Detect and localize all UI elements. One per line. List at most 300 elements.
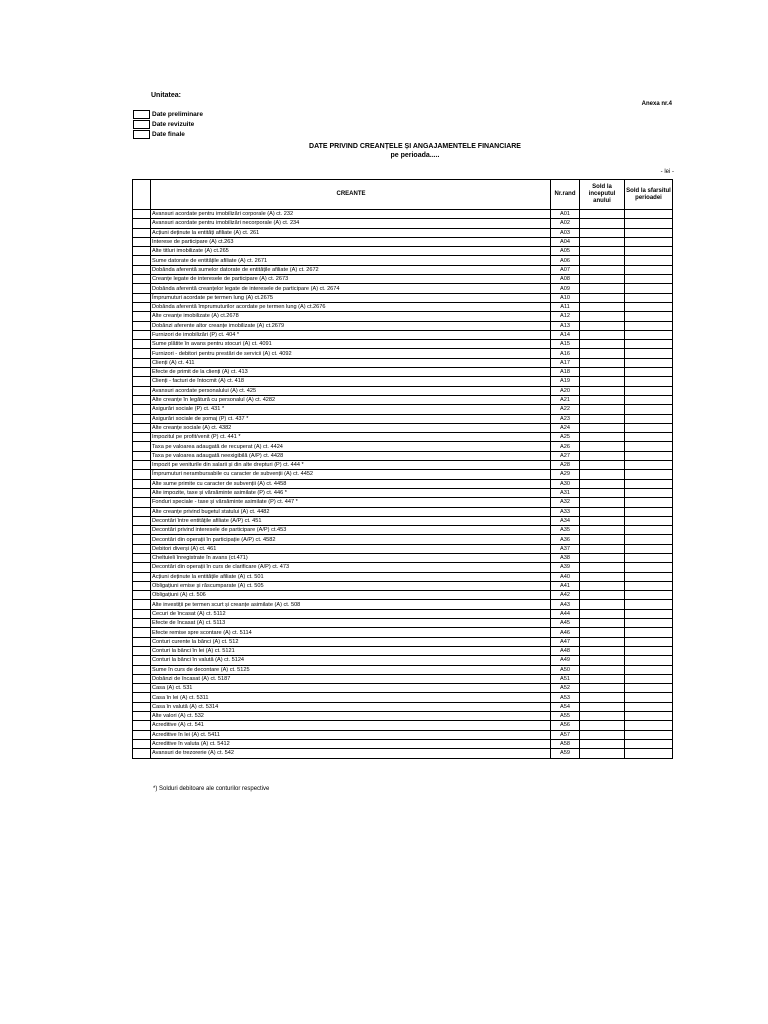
row-name: Acțiuni deținute la entitățile afiliate (A) ct. 501 <box>151 572 551 581</box>
row-name: Furnizori - debitori pentru prestări de servicii (A) ct. 4092 <box>151 349 551 358</box>
header-start-balance: Sold la inceputul anului <box>580 180 625 210</box>
row-start-balance[interactable] <box>580 340 625 349</box>
table-row <box>133 265 673 274</box>
row-start-balance[interactable] <box>580 702 625 711</box>
row-start-balance[interactable] <box>580 256 625 265</box>
table-row <box>133 470 673 479</box>
row-end-balance[interactable] <box>625 293 673 302</box>
row-number: A24 <box>551 423 580 432</box>
row-name: Fonduri speciale - taxe și vărsăminte asimilate (P) ct. 447 * <box>151 498 551 507</box>
row-start-balance[interactable] <box>580 563 625 572</box>
row-name: Alte sume primite cu caracter de subvenții (A) ct. 4458 <box>151 479 551 488</box>
checkbox-preliminary[interactable] <box>133 110 150 119</box>
row-end-balance[interactable] <box>625 600 673 609</box>
row-number: A07 <box>551 265 580 274</box>
row-end-balance[interactable] <box>625 609 673 618</box>
row-start-balance[interactable] <box>580 349 625 358</box>
row-start-balance[interactable] <box>580 516 625 525</box>
table-row <box>133 665 673 674</box>
row-start-balance[interactable] <box>580 312 625 321</box>
row-blank-cell <box>133 730 151 739</box>
row-start-balance[interactable] <box>580 591 625 600</box>
row-start-balance[interactable] <box>580 665 625 674</box>
row-number: A33 <box>551 507 580 516</box>
table-row <box>133 591 673 600</box>
row-blank-cell <box>133 368 151 377</box>
annex-label: Anexa nr.4 <box>641 101 672 107</box>
row-start-balance[interactable] <box>580 265 625 274</box>
table-row <box>133 600 673 609</box>
table-row <box>133 721 673 730</box>
row-start-balance[interactable] <box>580 451 625 460</box>
row-name: Alte creanțe privind bugetul statului (A) ct. 4482 <box>151 507 551 516</box>
row-number: A53 <box>551 693 580 702</box>
row-name: Creanțe legate de interesele de participare (A) ct. 2673 <box>151 275 551 284</box>
row-end-balance[interactable] <box>625 563 673 572</box>
row-number: A48 <box>551 646 580 655</box>
row-start-balance[interactable] <box>580 247 625 256</box>
row-blank-cell <box>133 349 151 358</box>
row-name: Sume în curs de decontare (A) ct. 5125 <box>151 665 551 674</box>
row-end-balance[interactable] <box>625 470 673 479</box>
row-number: A38 <box>551 553 580 562</box>
row-number: A34 <box>551 516 580 525</box>
row-end-balance[interactable] <box>625 749 673 758</box>
document-title <box>180 142 650 160</box>
row-number: A08 <box>551 275 580 284</box>
table-row <box>133 423 673 432</box>
row-start-balance[interactable] <box>580 646 625 655</box>
row-start-balance[interactable] <box>580 749 625 758</box>
row-start-balance[interactable] <box>580 275 625 284</box>
table-row <box>133 516 673 525</box>
row-end-balance[interactable] <box>625 265 673 274</box>
row-blank-cell <box>133 210 151 219</box>
row-blank-cell <box>133 219 151 228</box>
table-row <box>133 247 673 256</box>
header-blank-cell <box>133 180 151 210</box>
row-start-balance[interactable] <box>580 609 625 618</box>
row-blank-cell <box>133 498 151 507</box>
row-blank-cell <box>133 628 151 637</box>
row-end-balance[interactable] <box>625 526 673 535</box>
table-row <box>133 377 673 386</box>
row-blank-cell <box>133 535 151 544</box>
row-end-balance[interactable] <box>625 553 673 562</box>
row-name: Dobânda aferentă împrumuturilor acordate pe termen lung (A) ct.2676 <box>151 302 551 311</box>
row-name: Acreditive în lei (A) ct. 5411 <box>151 730 551 739</box>
row-end-balance[interactable] <box>625 572 673 581</box>
row-start-balance[interactable] <box>580 284 625 293</box>
row-blank-cell <box>133 461 151 470</box>
row-start-balance[interactable] <box>580 210 625 219</box>
row-blank-cell <box>133 312 151 321</box>
row-end-balance[interactable] <box>625 516 673 525</box>
row-name: Asigurări sociale (P) ct. 431 * <box>151 405 551 414</box>
row-number: A18 <box>551 368 580 377</box>
row-start-balance[interactable] <box>580 637 625 646</box>
row-end-balance[interactable] <box>625 386 673 395</box>
row-name: Sume datorate de entitățile afiliate (A) ct. 2671 <box>151 256 551 265</box>
row-end-balance[interactable] <box>625 591 673 600</box>
row-end-balance[interactable] <box>625 739 673 748</box>
row-blank-cell <box>133 423 151 432</box>
row-end-balance[interactable] <box>625 228 673 237</box>
row-blank-cell <box>133 302 151 311</box>
row-name: Casa (A) ct. 531 <box>151 684 551 693</box>
header-creante: CREANTE <box>151 180 551 210</box>
checkbox-preliminary-label: Date preliminare <box>152 110 203 118</box>
row-start-balance[interactable] <box>580 358 625 367</box>
row-end-balance[interactable] <box>625 619 673 628</box>
row-name: Cheltuieli înregistrate în avans (ct.471) <box>151 553 551 562</box>
row-start-balance[interactable] <box>580 219 625 228</box>
row-end-balance[interactable] <box>625 535 673 544</box>
row-start-balance[interactable] <box>580 674 625 683</box>
table-row <box>133 581 673 590</box>
row-start-balance[interactable] <box>580 414 625 423</box>
row-start-balance[interactable] <box>580 553 625 562</box>
checkbox-preliminary-row <box>133 109 203 119</box>
row-blank-cell <box>133 721 151 730</box>
row-number: A41 <box>551 581 580 590</box>
row-end-balance[interactable] <box>625 330 673 339</box>
row-number: A31 <box>551 488 580 497</box>
row-end-balance[interactable] <box>625 693 673 702</box>
row-number: A19 <box>551 377 580 386</box>
row-name: Alte creanțe imobilizate (A) ct.2678 <box>151 312 551 321</box>
row-start-balance[interactable] <box>580 228 625 237</box>
row-blank-cell <box>133 340 151 349</box>
row-end-balance[interactable] <box>625 247 673 256</box>
row-name: Impozit pe veniturile din salarii și din alte drepturi (P) ct. 444 * <box>151 461 551 470</box>
checkbox-final-label: Date finale <box>152 130 185 138</box>
table-row <box>133 284 673 293</box>
table-row <box>133 507 673 516</box>
row-number: A29 <box>551 470 580 479</box>
row-number: A10 <box>551 293 580 302</box>
row-blank-cell <box>133 228 151 237</box>
table-row <box>133 321 673 330</box>
row-end-balance[interactable] <box>625 581 673 590</box>
row-number: A03 <box>551 228 580 237</box>
row-number: A09 <box>551 284 580 293</box>
row-blank-cell <box>133 572 151 581</box>
table-row <box>133 349 673 358</box>
row-start-balance[interactable] <box>580 526 625 535</box>
row-name: Acreditive în valuta (A) ct. 5412 <box>151 739 551 748</box>
row-name: Sume plătite în avans pentru stocuri (A) ct. 4091 <box>151 340 551 349</box>
table-row <box>133 312 673 321</box>
row-start-balance[interactable] <box>580 488 625 497</box>
row-end-balance[interactable] <box>625 712 673 721</box>
row-blank-cell <box>133 544 151 553</box>
table-row <box>133 210 673 219</box>
row-blank-cell <box>133 609 151 618</box>
row-end-balance[interactable] <box>625 302 673 311</box>
row-number: A32 <box>551 498 580 507</box>
table-row <box>133 256 673 265</box>
row-end-balance[interactable] <box>625 488 673 497</box>
row-start-balance[interactable] <box>580 712 625 721</box>
row-blank-cell <box>133 386 151 395</box>
table-row <box>133 712 673 721</box>
row-number: A42 <box>551 591 580 600</box>
row-start-balance[interactable] <box>580 581 625 590</box>
row-end-balance[interactable] <box>625 451 673 460</box>
row-start-balance[interactable] <box>580 730 625 739</box>
row-end-balance[interactable] <box>625 646 673 655</box>
row-name: Împrumuturi acordate pe termen lung (A) ct.2675 <box>151 293 551 302</box>
row-name: Efecte de încasat (A) ct. 5113 <box>151 619 551 628</box>
row-blank-cell <box>133 646 151 655</box>
checkbox-revised-row <box>133 119 194 129</box>
row-blank-cell <box>133 293 151 302</box>
row-blank-cell <box>133 637 151 646</box>
row-blank-cell <box>133 470 151 479</box>
row-end-balance[interactable] <box>625 665 673 674</box>
row-start-balance[interactable] <box>580 442 625 451</box>
table-row <box>133 330 673 339</box>
row-blank-cell <box>133 656 151 665</box>
row-start-balance[interactable] <box>580 386 625 395</box>
row-end-balance[interactable] <box>625 628 673 637</box>
row-end-balance[interactable] <box>625 423 673 432</box>
row-start-balance[interactable] <box>580 405 625 414</box>
row-number: A21 <box>551 395 580 404</box>
row-start-balance[interactable] <box>580 572 625 581</box>
row-end-balance[interactable] <box>625 219 673 228</box>
title-line-2: pe perioada..... <box>390 152 440 159</box>
row-start-balance[interactable] <box>580 237 625 246</box>
table-row <box>133 684 673 693</box>
row-end-balance[interactable] <box>625 368 673 377</box>
row-start-balance[interactable] <box>580 544 625 553</box>
row-end-balance[interactable] <box>625 395 673 404</box>
row-end-balance[interactable] <box>625 349 673 358</box>
row-end-balance[interactable] <box>625 507 673 516</box>
table-row <box>133 442 673 451</box>
row-name: Casa în valută (A) ct. 5314 <box>151 702 551 711</box>
row-end-balance[interactable] <box>625 702 673 711</box>
checkbox-revised-label: Date revizuite <box>152 120 195 128</box>
row-end-balance[interactable] <box>625 479 673 488</box>
currency-label: - lei - <box>660 169 674 175</box>
row-start-balance[interactable] <box>580 479 625 488</box>
table-row <box>133 656 673 665</box>
row-end-balance[interactable] <box>625 674 673 683</box>
row-start-balance[interactable] <box>580 461 625 470</box>
table-row <box>133 702 673 711</box>
row-start-balance[interactable] <box>580 498 625 507</box>
row-number: A47 <box>551 637 580 646</box>
row-blank-cell <box>133 581 151 590</box>
row-end-balance[interactable] <box>625 684 673 693</box>
row-number: A57 <box>551 730 580 739</box>
row-name: Decontări între entitățile afiliate (A/P) ct. 451 <box>151 516 551 525</box>
row-start-balance[interactable] <box>580 721 625 730</box>
row-number: A55 <box>551 712 580 721</box>
row-number: A37 <box>551 544 580 553</box>
table-row <box>133 219 673 228</box>
row-number: A46 <box>551 628 580 637</box>
row-end-balance[interactable] <box>625 321 673 330</box>
row-blank-cell <box>133 433 151 442</box>
row-blank-cell <box>133 553 151 562</box>
row-name: Avansuri acordate personalului (A) ct. 425 <box>151 386 551 395</box>
row-blank-cell <box>133 330 151 339</box>
table-header-row <box>133 180 673 210</box>
row-number: A36 <box>551 535 580 544</box>
table-row <box>133 730 673 739</box>
row-end-balance[interactable] <box>625 730 673 739</box>
row-end-balance[interactable] <box>625 312 673 321</box>
row-end-balance[interactable] <box>625 442 673 451</box>
table-row <box>133 302 673 311</box>
row-blank-cell <box>133 693 151 702</box>
row-start-balance[interactable] <box>580 470 625 479</box>
row-start-balance[interactable] <box>580 293 625 302</box>
row-start-balance[interactable] <box>580 395 625 404</box>
row-number: A44 <box>551 609 580 618</box>
checkbox-final[interactable] <box>133 130 150 139</box>
row-end-balance[interactable] <box>625 656 673 665</box>
row-name: Furnizori de imobilizări (P) ct. 404 * <box>151 330 551 339</box>
row-number: A27 <box>551 451 580 460</box>
row-end-balance[interactable] <box>625 210 673 219</box>
row-number: A56 <box>551 721 580 730</box>
row-start-balance[interactable] <box>580 535 625 544</box>
row-name: Alte investiții pe termen scurt și creanțe asimilate (A) ct. 508 <box>151 600 551 609</box>
row-end-balance[interactable] <box>625 461 673 470</box>
row-blank-cell <box>133 674 151 683</box>
table-row <box>133 479 673 488</box>
row-name: Avansuri acordate pentru imobilizări corporale (A) ct. 232 <box>151 210 551 219</box>
row-blank-cell <box>133 739 151 748</box>
table-row <box>133 368 673 377</box>
row-end-balance[interactable] <box>625 237 673 246</box>
row-start-balance[interactable] <box>580 600 625 609</box>
row-end-balance[interactable] <box>625 637 673 646</box>
row-name: Alte creanțe sociale (A) ct. 4382 <box>151 423 551 432</box>
row-name: Avansuri de trezorerie (A) ct. 542 <box>151 749 551 758</box>
table-row <box>133 563 673 572</box>
row-start-balance[interactable] <box>580 507 625 516</box>
row-start-balance[interactable] <box>580 739 625 748</box>
row-blank-cell <box>133 749 151 758</box>
row-start-balance[interactable] <box>580 656 625 665</box>
row-name: Clienți - facturi de întocmit (A) ct. 418 <box>151 377 551 386</box>
row-blank-cell <box>133 702 151 711</box>
row-start-balance[interactable] <box>580 619 625 628</box>
row-number: A43 <box>551 600 580 609</box>
table-row <box>133 646 673 655</box>
row-end-balance[interactable] <box>625 498 673 507</box>
table-row <box>133 228 673 237</box>
row-blank-cell <box>133 665 151 674</box>
row-number: A52 <box>551 684 580 693</box>
row-end-balance[interactable] <box>625 433 673 442</box>
table-row <box>133 609 673 618</box>
row-start-balance[interactable] <box>580 302 625 311</box>
row-start-balance[interactable] <box>580 321 625 330</box>
row-name: Dobânda aferentă creanțelor legate de interesele de participare (A) ct. 2674 <box>151 284 551 293</box>
row-name: Împrumuturi nerambursabile cu caracter de subvenții (A) ct. 4452 <box>151 470 551 479</box>
row-number: A50 <box>551 665 580 674</box>
row-name: Dobânzi de încasat (A) ct. 5187 <box>151 674 551 683</box>
row-name: Efecte de primit de la clienți (A) ct. 413 <box>151 368 551 377</box>
row-number: A58 <box>551 739 580 748</box>
row-number: A25 <box>551 433 580 442</box>
row-number: A28 <box>551 461 580 470</box>
row-number: A35 <box>551 526 580 535</box>
table-row <box>133 749 673 758</box>
row-blank-cell <box>133 591 151 600</box>
row-end-balance[interactable] <box>625 256 673 265</box>
row-name: Decontări privind interesele de participare (A/P) ct.453 <box>151 526 551 535</box>
row-number: A30 <box>551 479 580 488</box>
row-start-balance[interactable] <box>580 368 625 377</box>
row-end-balance[interactable] <box>625 275 673 284</box>
checkbox-revised[interactable] <box>133 120 150 129</box>
table-row <box>133 237 673 246</box>
row-end-balance[interactable] <box>625 405 673 414</box>
table-row <box>133 358 673 367</box>
row-name: Clienți (A) ct. 411 <box>151 358 551 367</box>
row-start-balance[interactable] <box>580 423 625 432</box>
row-start-balance[interactable] <box>580 377 625 386</box>
row-name: Obligațiuni emise și răscumparate (A) ct. 505 <box>151 581 551 590</box>
row-blank-cell <box>133 395 151 404</box>
table-row <box>133 340 673 349</box>
row-name: Efecte remise spre scontare (A) ct. 5114 <box>151 628 551 637</box>
row-name: Alte impozite, taxe și vărsăminte asimilate (P) ct. 446 * <box>151 488 551 497</box>
row-name: Impozitul pe profit/venit (P) ct. 441 * <box>151 433 551 442</box>
row-blank-cell <box>133 516 151 525</box>
row-end-balance[interactable] <box>625 414 673 423</box>
table-row <box>133 461 673 470</box>
row-end-balance[interactable] <box>625 358 673 367</box>
row-end-balance[interactable] <box>625 340 673 349</box>
row-number: A20 <box>551 386 580 395</box>
row-number: A13 <box>551 321 580 330</box>
row-blank-cell <box>133 684 151 693</box>
row-end-balance[interactable] <box>625 721 673 730</box>
row-name: Decontări din operații în participație (A/P) ct. 4582 <box>151 535 551 544</box>
row-blank-cell <box>133 275 151 284</box>
row-end-balance[interactable] <box>625 544 673 553</box>
row-number: A51 <box>551 674 580 683</box>
table-row <box>133 544 673 553</box>
row-end-balance[interactable] <box>625 284 673 293</box>
row-name: Debitori diverși (A) ct. 461 <box>151 544 551 553</box>
row-number: A16 <box>551 349 580 358</box>
table-row <box>133 275 673 284</box>
row-end-balance[interactable] <box>625 377 673 386</box>
table-row <box>133 637 673 646</box>
row-name: Casa în lei (A) ct. 5311 <box>151 693 551 702</box>
row-start-balance[interactable] <box>580 330 625 339</box>
table-row <box>133 386 673 395</box>
row-start-balance[interactable] <box>580 693 625 702</box>
row-start-balance[interactable] <box>580 684 625 693</box>
row-blank-cell <box>133 442 151 451</box>
row-start-balance[interactable] <box>580 433 625 442</box>
title-line-1: DATE PRIVIND CREANȚELE ȘI ANGAJAMENTELE FINANCIARE <box>309 143 521 150</box>
row-blank-cell <box>133 712 151 721</box>
row-blank-cell <box>133 414 151 423</box>
row-start-balance[interactable] <box>580 628 625 637</box>
